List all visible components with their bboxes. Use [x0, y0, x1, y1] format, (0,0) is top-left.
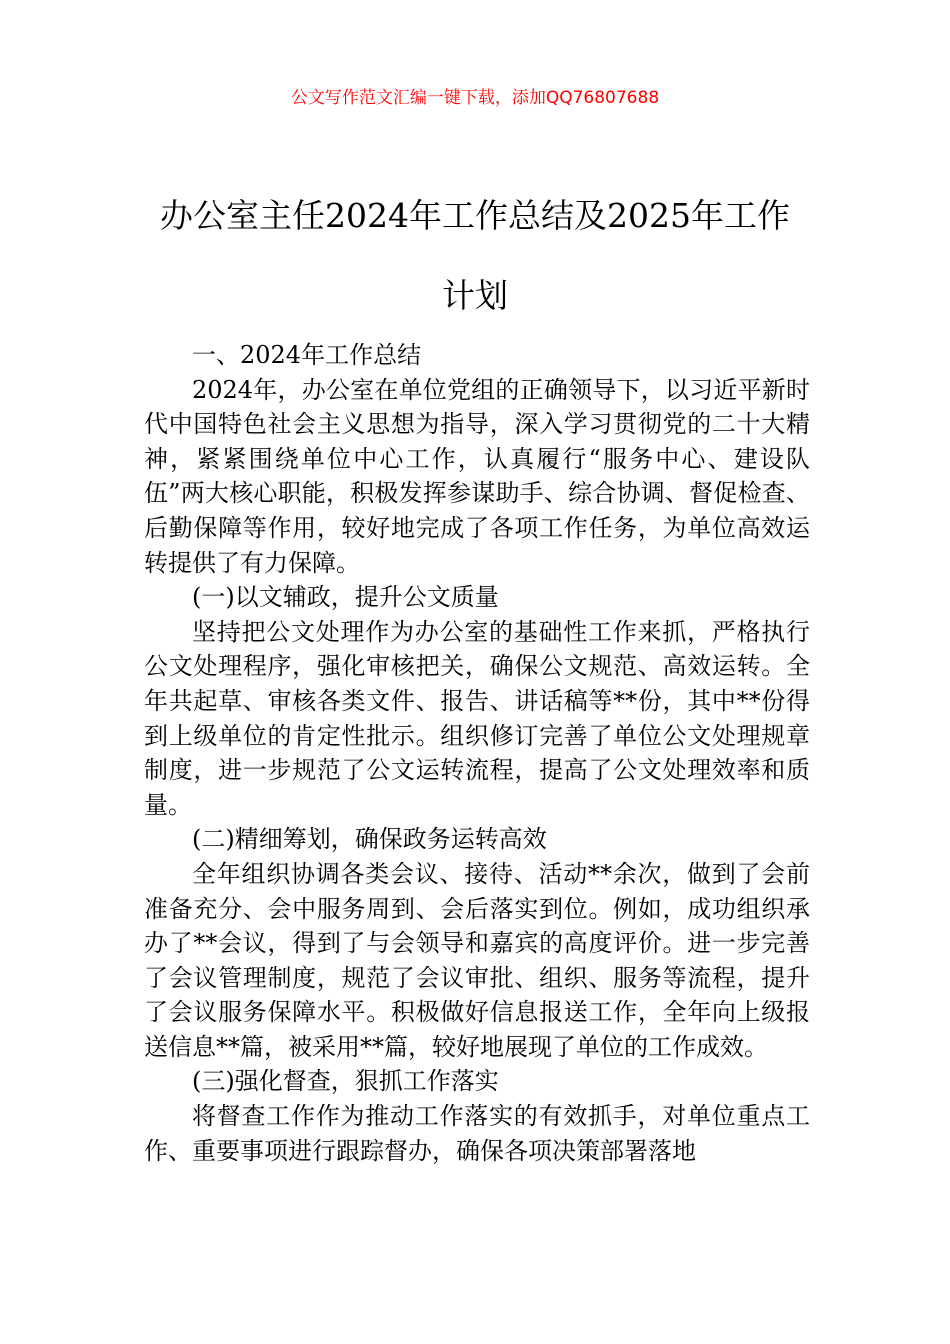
paragraph-documents: 坚持把公文处理作为办公室的基础性工作来抓，严格执行公文处理程序，强化审核把关，确保公文规范、高效运转。全年共起草、审核各类文件、报告、讲话稿等**份，其中**份得到上级单位的肯定性批示。组织修订完善了单位公文处理规章制度，进一步规范了公文运转流程，提高了公文处理效率和质量。 [144, 617, 810, 819]
subsection-heading-2: (二)精细筹划，确保政务运转高效 [192, 825, 547, 854]
paragraph-intro: 2024年，办公室在单位党组的正确领导下，以习近平新时代中国特色社会主义思想为指导，深入学习贯彻党的二十大精神，紧紧围绕单位中心工作，认真履行“服务中心、建设队伍”两大核心职能，积极发挥参谋助手、综合协调、督促检查、后勤保障等作用，较好地完成了各项工作任务，为单位高效运转提供了有力保障。 [144, 375, 810, 577]
subsection-heading-3: (三)强化督查，狠抓工作落实 [192, 1067, 499, 1096]
document-title [120, 176, 830, 336]
document-title-line-2: 计划 [442, 276, 508, 315]
paragraph-supervision: 将督查工作作为推动工作落实的有效抓手，对单位重点工作、重要事项进行跟踪督办，确保各项决策部署落地 [144, 1102, 810, 1165]
paragraph-meetings: 全年组织协调各类会议、接待、活动**余次，做到了会前准备充分、会中服务周到、会后落实到位。例如，成功组织承办了**会议，得到了与会领导和嘉宾的高度评价。进一步完善了会议管理制度，规范了会议审批、组织、服务等流程，提升了会议服务保障水平。积极做好信息报送工作，全年向上级报送信息**篇，被采用**篇，较好地展现了单位的工作成效。 [144, 859, 810, 1061]
download-banner: 公文写作范文汇编一键下载，添加QQ76807688 [290, 88, 660, 108]
subsection-heading-1: (一)以文辅政，提升公文质量 [192, 583, 499, 612]
document-body [144, 338, 810, 1168]
section-heading-1: 一、2024年工作总结 [192, 341, 422, 369]
document-title-line-1: 办公室主任2024年工作总结及2025年工作 [160, 196, 790, 235]
